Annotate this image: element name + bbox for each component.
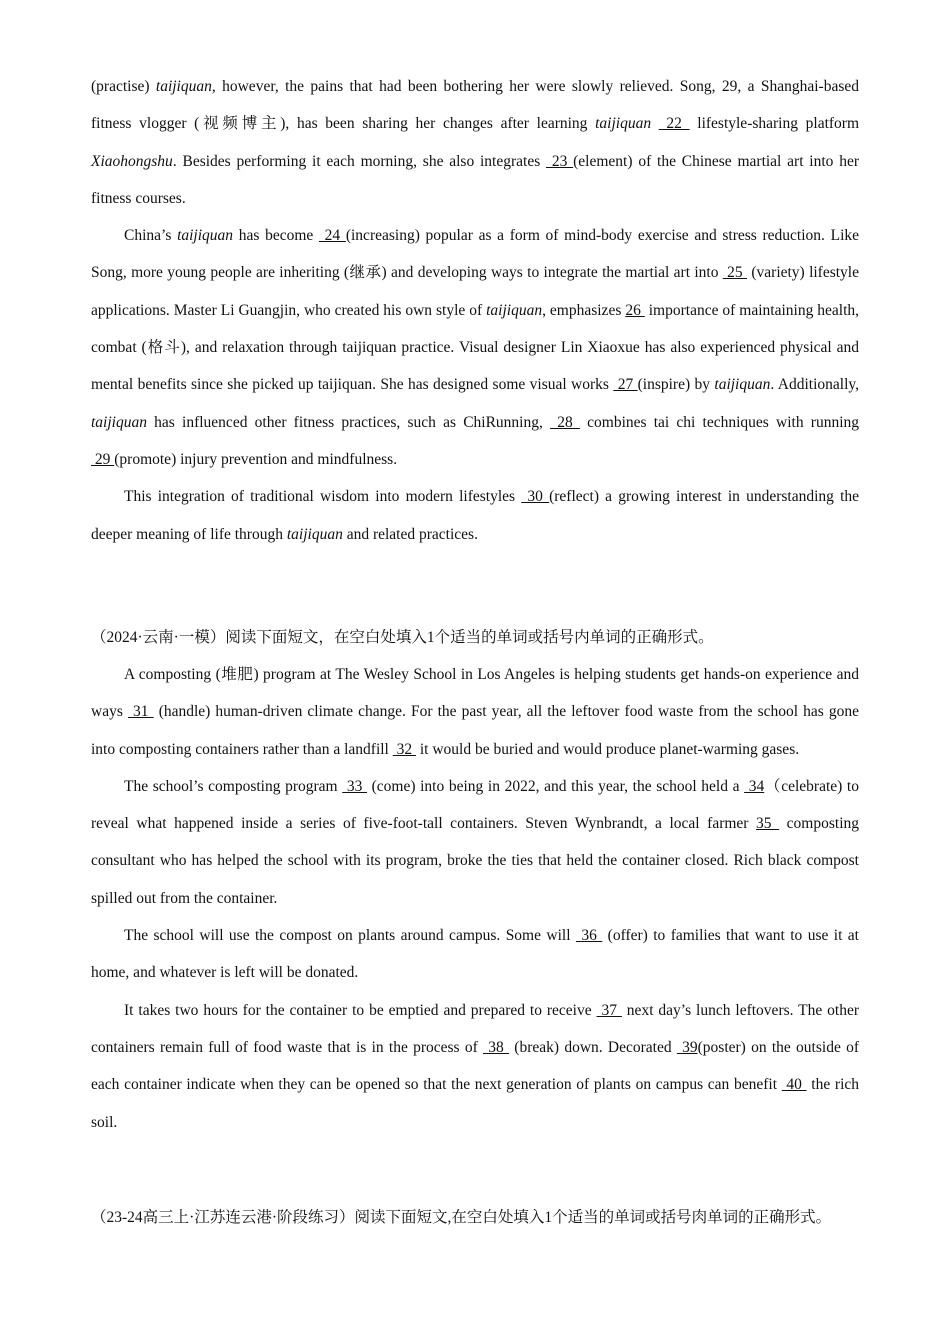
blank-36[interactable]: 36 — [575, 927, 603, 945]
blank-38[interactable]: 38 — [483, 1038, 510, 1056]
passage-composting — [91, 620, 859, 1141]
blank-37[interactable]: 37 — [596, 1001, 622, 1019]
blank-30[interactable]: 30 — [521, 488, 550, 506]
blank-23[interactable]: 23 — [546, 152, 574, 170]
blank-34[interactable]: 34 — [744, 777, 765, 795]
blank-28[interactable]: 28 — [550, 413, 580, 431]
section-heading: （2024·云南·一模）阅读下面短文，在空白处填入1个适当的单词或括号内单词的正确形式。 — [91, 629, 714, 646]
blank-31[interactable]: 31 — [127, 703, 154, 721]
blank-40[interactable]: 40 — [781, 1076, 807, 1094]
paragraph: China’s taijiquan has become 24 (increasing) popular as a form of mind-body exercise and stress reduction. Like Song, more young people are inheriting (继承) and developing ways to integrate the martial art into 25 (variety) lifestyle applications. Master Li Guangjin, who created his own style of taijiquan, emphasizes 26 importance of maintaining health, combat (格斗), and relaxation through taijiquan practice. Visual designer Lin Xiaoxue has also experienced physical and mental benefits since she picked up taijiquan. She has designed some visual works 27 (inspire) by taijiquan. Additionally, taijiquan has influenced other fitness practices, such as ChiRunning, 28 combines tai chi techniques with running 29 (promote) injury prevention and mindfulness. — [91, 227, 860, 468]
blank-33[interactable]: 33 — [342, 777, 367, 795]
blank-25[interactable]: 25 — [722, 264, 748, 282]
paragraph: It takes two hours for the container to be emptied and prepared to receive 37 next day’s lunch leftovers. The other containers remain full of food waste that is in the process of 38 (break) down. Decorated 39(poster) on the outside of each container indicate when they can be opened so that the next generation of plants on campus can benefit 40 the rich soil. — [91, 1001, 860, 1131]
paragraph: The school’s composting program 33 (come) into being in 2022, and this year, the school held a 34（celebrate) to reveal what happened inside a series of five-foot-tall containers. Steven Wynbrandt, a local farmer 35 composting consultant who has helped the school with its program, broke the ties that held the container closed. Rich black compost spilled out from the container. — [91, 777, 860, 907]
blank-24[interactable]: 24 — [318, 227, 346, 245]
section-heading: （23-24高三上·江苏连云港·阶段练习）阅读下面短文,在空白处填入1个适当的单词或括号肉单词的正确形式。 — [91, 1209, 832, 1226]
blank-35[interactable]: 35 — [756, 815, 780, 833]
paragraph: A composting (堆肥) program at The Wesley School in Los Angeles is helping students get hands-on experience and ways 31 (handle) human-driven climate change. For the past year, all the leftover food waste from the school has gone into composting containers rather than a landfill 32 it would be buried and would produce planet-warming gases. — [91, 666, 860, 758]
paragraph: The school will use the compost on plants around campus. Some will 36 (offer) to families that want to use it at home, and whatever is left will be donated. — [91, 927, 859, 982]
passage-next — [91, 1200, 859, 1236]
paragraph: This integration of traditional wisdom into modern lifestyles 30 (reflect) a growing interest in understanding the deeper meaning of life through taijiquan and related practices. — [91, 488, 860, 543]
blank-26[interactable]: 26 — [625, 301, 645, 319]
blank-27[interactable]: 27 — [613, 376, 638, 394]
passage-taijiquan — [91, 68, 859, 553]
blank-29[interactable]: 29 — [91, 450, 115, 468]
blank-22[interactable]: 22 — [658, 115, 690, 133]
blank-32[interactable]: 32 — [392, 740, 416, 758]
paragraph: (practise) taijiquan, however, the pains that had been bothering her were slowly relieved. Song, 29, a Shanghai-based fitness vlogger (视频博主), has been sharing her changes after learning taijiquan 22 lifestyle-sharing platform Xiaohongshu. Besides performing it each morning, she also integrates 23 (element) of the Chinese martial art into her fitness courses. — [91, 78, 860, 207]
blank-39[interactable]: 39 — [676, 1038, 698, 1056]
